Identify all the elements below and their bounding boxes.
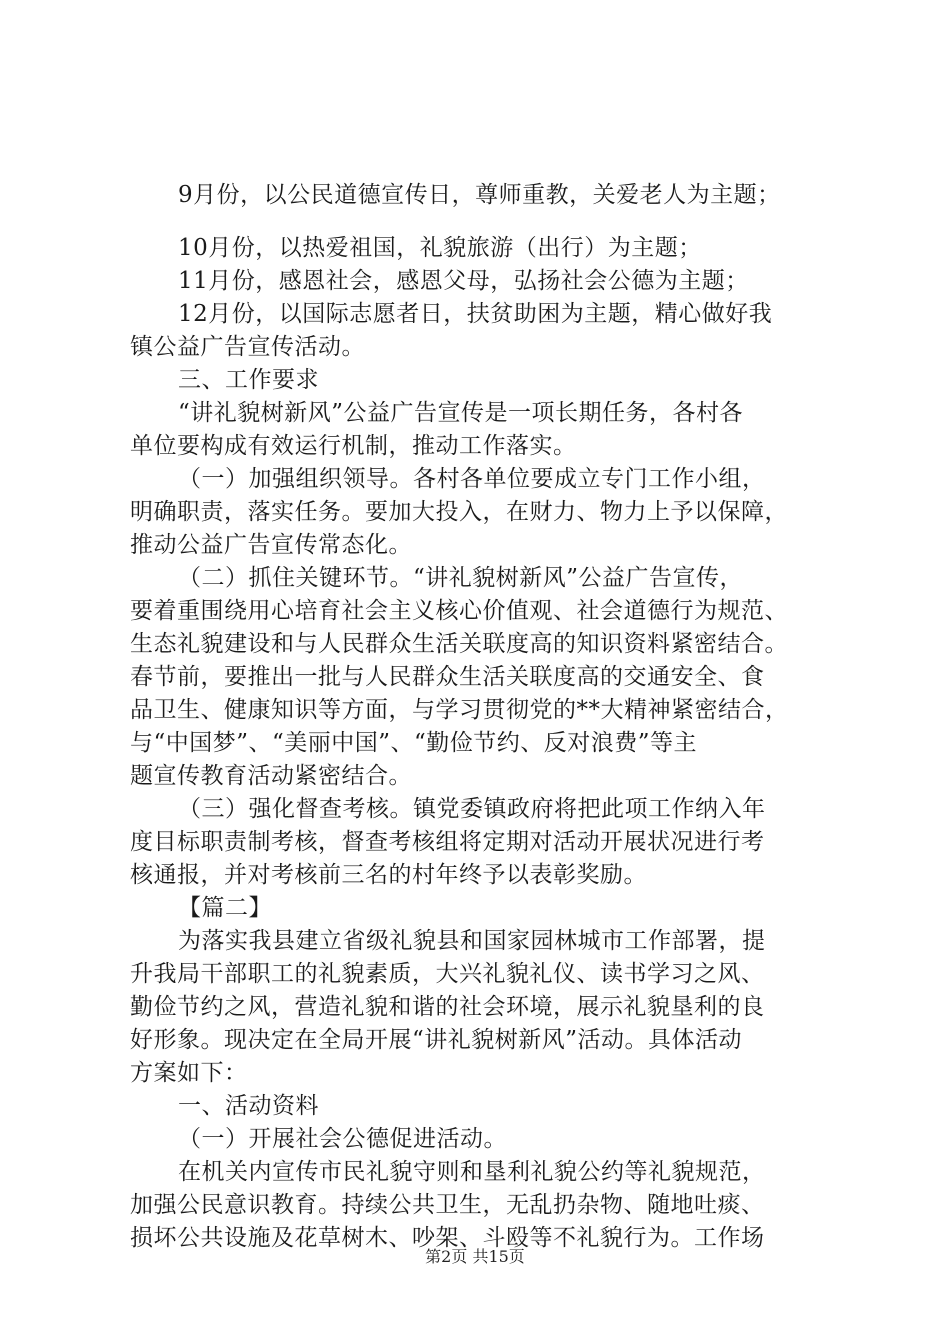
- text-line: 方案如下：: [130, 1060, 248, 1086]
- text-line: 品卫生、健康知识等方面，与学习贯彻党的**大精神紧密结合，: [130, 697, 789, 723]
- text-line: 11月份，感恩社会，感恩父母，弘扬社会公德为主题；: [178, 268, 749, 294]
- text-line: （三）强化督查考核。镇党委镇政府将把此项工作纳入年: [178, 796, 766, 822]
- text-line: 在机关内宣传市民礼貌守则和垦利礼貌公约等礼貌规范，: [178, 1159, 766, 1185]
- text-line: 12月份，以国际志愿者日，扶贫助困为主题，精心做好我: [178, 301, 773, 327]
- text-line: 单位要构成有效运行机制，推动工作落实。: [130, 433, 577, 459]
- text-line: 核通报，并对考核前三名的村年终予以表彰奖励。: [130, 862, 647, 888]
- text-line: （二）抓住关键环节。“讲礼貌树新风”公益广告宣传，: [178, 565, 744, 591]
- text-line: 9月份，以公民道德宣传日，尊师重教，关爱老人为主题；: [178, 182, 781, 208]
- text-line: 与“中国梦”、“美丽中国”、“勤俭节约、反对浪费”等主: [130, 730, 698, 756]
- text-line: 度目标职责制考核，督查考核组将定期对活动开展状况进行考: [130, 829, 765, 855]
- text-line: 生态礼貌建设和与人民群众生活关联度高的知识资料紧密结合。: [130, 631, 788, 657]
- section-heading: 【篇二】: [178, 895, 272, 921]
- page-number-footer: 第2页 共15页: [425, 1247, 525, 1266]
- text-line: 损坏公共设施及花草树木、吵架、斗殴等不礼貌行为。工作场: [130, 1225, 765, 1251]
- text-line: 好形象。现决定在全局开展“讲礼貌树新风”活动。具体活动: [130, 1027, 743, 1053]
- text-line: 春节前，要推出一批与人民群众生活关联度高的交通安全、食: [130, 664, 765, 690]
- section-heading: 一、活动资料: [178, 1093, 319, 1119]
- text-line: 镇公益广告宣传活动。: [130, 334, 365, 360]
- text-line: 推动公益广告宣传常态化。: [130, 532, 412, 558]
- text-line: 10月份，以热爱祖国，礼貌旅游（出行）为主题；: [178, 235, 702, 261]
- text-line: （一）加强组织领导。各村各单位要成立专门工作小组，: [178, 466, 766, 492]
- text-line: “讲礼貌树新风”公益广告宣传是一项长期任务，各村各: [178, 400, 744, 426]
- text-line: 勤俭节约之风，营造礼貌和谐的社会环境，展示礼貌垦利的良: [130, 994, 765, 1020]
- section-heading: 三、工作要求: [178, 367, 319, 393]
- text-line: 明确职责，落实任务。要加大投入，在财力、物力上予以保障，: [130, 499, 788, 525]
- text-line: 为落实我县建立省级礼貌县和国家园林城市工作部署，提: [178, 928, 766, 954]
- text-line: 加强公民意识教育。持续公共卫生，无乱扔杂物、随地吐痰、: [130, 1192, 765, 1218]
- text-line: 题宣传教育活动紧密结合。: [130, 763, 412, 789]
- text-line: （一）开展社会公德促进活动。: [178, 1126, 507, 1152]
- text-line: 要着重围绕用心培育社会主义核心价值观、社会道德行为规范、: [130, 598, 788, 624]
- text-line: 升我局干部职工的礼貌素质，大兴礼貌礼仪、读书学习之风、: [130, 961, 765, 987]
